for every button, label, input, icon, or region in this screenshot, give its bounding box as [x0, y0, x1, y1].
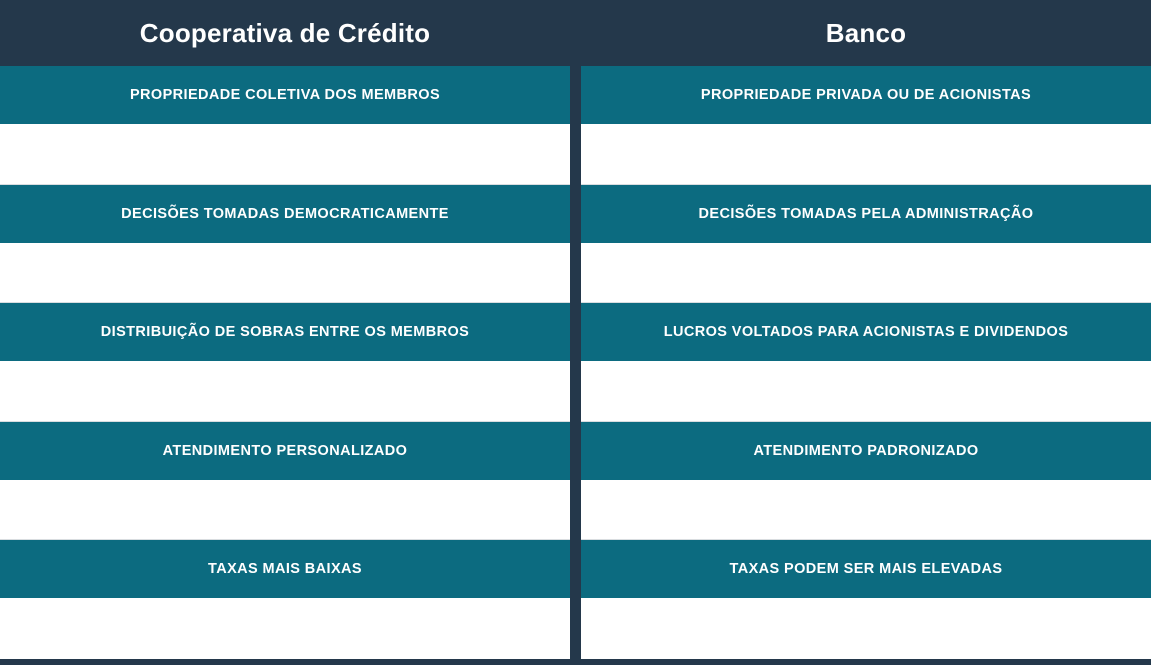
column-cooperativa — [0, 66, 570, 659]
item-note — [581, 361, 1151, 422]
comparison-header — [0, 0, 1151, 66]
item-note — [0, 480, 570, 541]
list-item — [0, 422, 570, 541]
list-item — [581, 185, 1151, 304]
item-note — [0, 361, 570, 422]
item-label: DECISÕES TOMADAS PELA ADMINISTRAÇÃO — [581, 185, 1151, 243]
column-banco — [581, 66, 1151, 659]
item-label: TAXAS MAIS BAIXAS — [0, 540, 570, 598]
item-note — [581, 243, 1151, 304]
list-item — [0, 540, 570, 659]
list-item — [0, 66, 570, 185]
column-title-cooperativa: Cooperativa de Crédito — [139, 17, 431, 48]
bottom-bar — [0, 659, 1151, 665]
list-item — [0, 303, 570, 422]
item-label: ATENDIMENTO PERSONALIZADO — [0, 422, 570, 480]
list-item — [581, 422, 1151, 541]
list-item — [0, 185, 570, 304]
header-divider — [570, 0, 581, 66]
item-label: PROPRIEDADE COLETIVA DOS MEMBROS — [0, 66, 570, 124]
list-item — [581, 540, 1151, 659]
comparison-body — [0, 66, 1151, 659]
item-label: DECISÕES TOMADAS DEMOCRATICAMENTE — [0, 185, 570, 243]
list-item — [581, 303, 1151, 422]
column-title-banco: Banco — [825, 17, 907, 48]
item-label: ATENDIMENTO PADRONIZADO — [581, 422, 1151, 480]
item-label: PROPRIEDADE PRIVADA OU DE ACIONISTAS — [581, 66, 1151, 124]
item-label: LUCROS VOLTADOS PARA ACIONISTAS E DIVIDENDOS — [581, 303, 1151, 361]
column-divider — [570, 66, 581, 659]
item-note — [581, 480, 1151, 541]
item-label: DISTRIBUIÇÃO DE SOBRAS ENTRE OS MEMBROS — [0, 303, 570, 361]
list-item — [581, 66, 1151, 185]
item-note — [0, 598, 570, 659]
item-note — [0, 243, 570, 304]
item-note — [581, 124, 1151, 185]
item-note — [581, 598, 1151, 659]
item-label: TAXAS PODEM SER MAIS ELEVADAS — [581, 540, 1151, 598]
item-note — [0, 124, 570, 185]
